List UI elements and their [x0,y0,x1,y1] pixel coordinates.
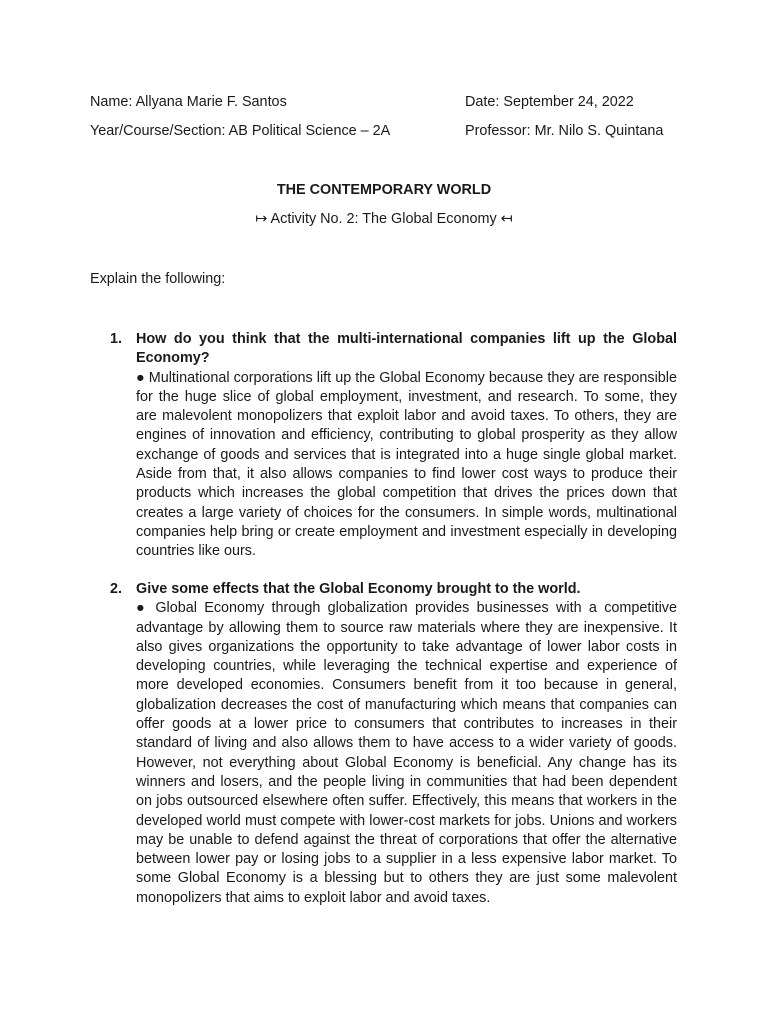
professor-name: Professor: Mr. Nilo S. Quintana [465,123,664,139]
course-section: Year/Course/Section: AB Political Science – 2A [90,123,391,139]
header-row-2 [90,121,690,141]
question-number: 1. [110,331,123,347]
instruction-text: Explain the following: [90,271,226,287]
header-row-1 [90,92,690,112]
question-body [136,580,677,908]
answer-text: ● Global Economy through globalization provides businesses with a competitive advantage by allowing them to source raw materials where they are inexpensive. It also gives organizations the opportunity to take advantage of lower labor costs in developing countries, while leveraging the technical expertise and experience of more developed economies. Consumers benefit from it too because in general, globalization decreases the cost of manufacturing which means that companies can offer goods at a lower price to consumers that contributes to increases in their standard of living and also allows them to have access to a wider variety of goods. However, not everything about Global Economy is beneficial. Any change has its winners and losers, and the people living in communities that had been dependent on jobs outsourced elsewhere often suffer. Effectively, this means that workers in the developed world must compete with lower-cost markets for jobs. Unions and workers may be unable to defend against the threat of corporations that offer the alternative between lower pay or losing jobs to a supplier in a less expensive labor market. To some Global Economy is a blessing but to others they are just some malevolent monopolizers that aims to exploit labor and avoid taxes. [136,600,677,906]
question-body [136,330,677,562]
submission-date: Date: September 24, 2022 [465,94,634,110]
activity-subtitle: ↦ Activity No. 2: The Global Economy ↤ [255,211,513,227]
student-name: Name: Allyana Marie F. Santos [90,94,287,110]
answer-text: ● Multinational corporations lift up the Global Economy because they are responsible for the huge slice of global employment, investment, and research. To some, they are malevolent monopolizers that exploit labor and avoid taxes. To others, they are engines of innovation and efficiency, contributing to global prosperity as they allow exchange of goods and services that is integrated into a huge single global market. Aside from that, it also allows companies to find lower cost ways to produce their products which increases the global competition that drives the prices down that creates a large variety of choices for the consumers. In simple words, multinational companies help bring or create employment and investment especially in developing countries like ours. [136,369,677,560]
question-text: Give some effects that the Global Economy brought to the world. [136,581,581,597]
question-item-1 [110,330,677,562]
question-number: 2. [110,581,123,597]
document-title: THE CONTEMPORARY WORLD [276,182,492,198]
question-item-2 [110,580,677,908]
question-text: How do you think that the multi-international companies lift up the Global Economy? [136,331,677,367]
